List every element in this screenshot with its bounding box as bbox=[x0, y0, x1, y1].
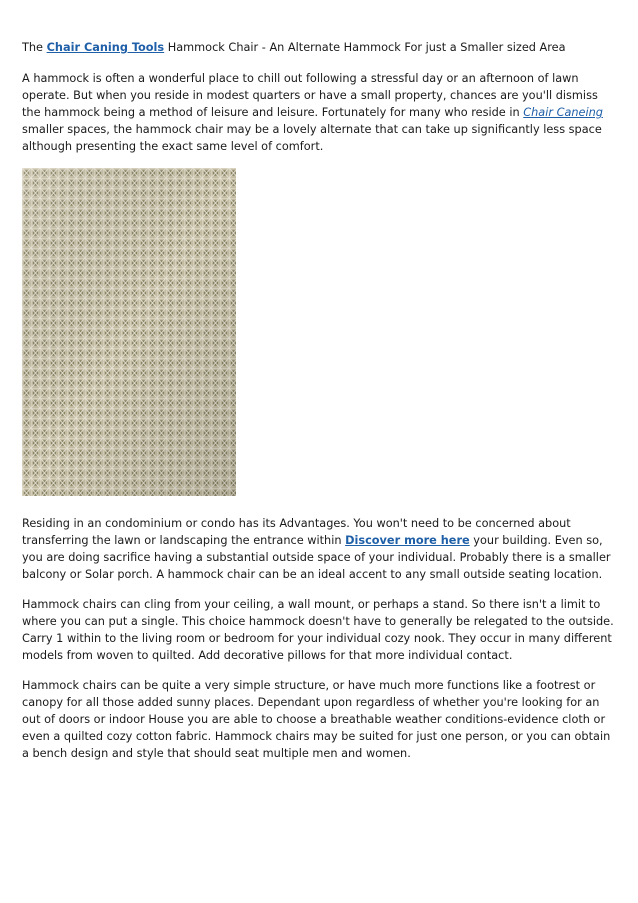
page-title bbox=[22, 39, 618, 56]
title-prefix: The bbox=[22, 41, 47, 54]
document-page bbox=[22, 39, 618, 775]
cane-webbing-pattern bbox=[22, 168, 236, 496]
paragraph-hanging: Hammock chairs can cling from your ceiling, a wall mount, or perhaps a stand. So there isn't a limit to where you can put a single. This choice hammock doesn't have to generally be relegated to the outside. Carry 1 within to the living room or bedroom for your individual cozy nook. They occur in many different models from woven to quilted. Add decorative pillows for that more individual contact. bbox=[22, 598, 614, 662]
discover-more-link[interactable]: Discover more here bbox=[345, 534, 470, 547]
title-suffix: Hammock Chair - An Alternate Hammock For just a Smaller sized Area bbox=[164, 41, 566, 54]
paragraph-intro bbox=[22, 70, 618, 155]
paragraph-condominium-text-a: Residing in an condominium or condo has its Advantages. You won't need to be concerned about transferring the lawn or landscaping the entrance within bbox=[22, 517, 571, 547]
paragraph-intro-text-b: smaller spaces, the hammock chair may be a lovely alternate that can take up significantly less space although presenting the exact same level of comfort. bbox=[22, 123, 602, 153]
chair-caning-tools-link[interactable]: Chair Caning Tools bbox=[46, 41, 165, 54]
paragraph-features: Hammock chairs can be quite a very simple structure, or have much more functions like a footrest or canopy for all those added sunny places. Dependant upon regardless of whether you're looking for an out of doors or indoor House you are able to choose a breathable weather conditions-evidence cloth or even a quilted cozy cotton fabric. Hammock chairs may be suited for just one person, or you can obtain a bench design and style that should seat multiple men and women. bbox=[22, 679, 611, 760]
paragraph-condominium-text-b: your building. Even so, you are doing sacrifice having a substantial outside space of your individual. Probably there is a smaller balcony or Solar porch. A hammock chair can be an ideal accent to any small outside seating location. bbox=[22, 534, 611, 581]
chair-caneing-link[interactable]: Chair Caneing bbox=[523, 106, 603, 119]
cane-webbing-photo bbox=[22, 168, 236, 496]
paragraph-intro-text-a: A hammock is often a wonderful place to chill out following a stressful day or an afternoon of lawn operate. But when you reside in modest quarters or have a small property, chances are you'll dismiss the hammock being a method of leisure and leisure. Fortunately for many who reside in bbox=[22, 72, 598, 119]
paragraph-condominium bbox=[22, 515, 618, 583]
